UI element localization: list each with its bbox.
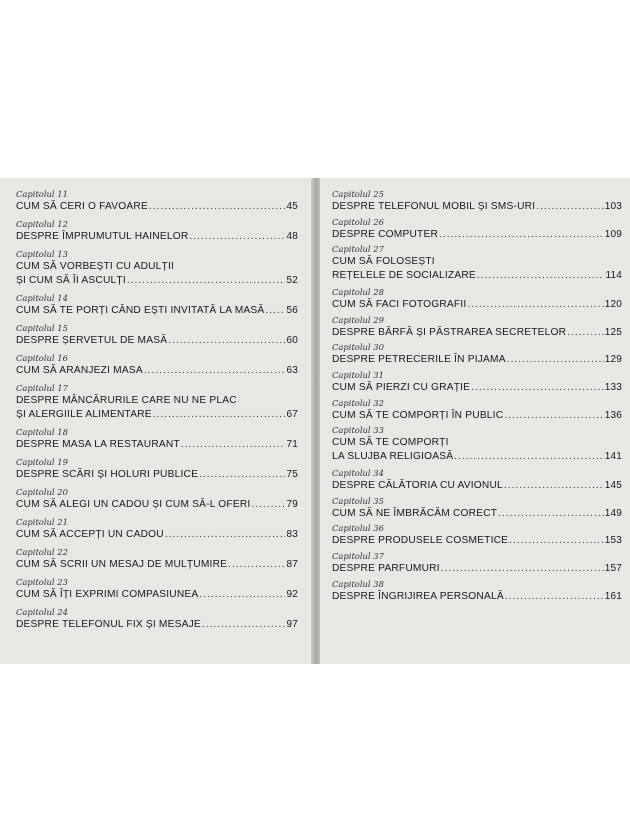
dot-leader bbox=[149, 200, 286, 214]
chapter-title: DESPRE COMPUTER bbox=[332, 228, 439, 240]
page-number: 45 bbox=[286, 201, 298, 212]
dot-leader bbox=[228, 558, 285, 572]
chapter-title: DESPRE SCĂRI ȘI HOLURI PUBLICE bbox=[16, 469, 199, 480]
toc-entry bbox=[332, 217, 622, 245]
chapter-title: DESPRE TELEFONUL FIX ȘI MESAJE bbox=[16, 619, 201, 630]
chapter-title: CUM SĂ ÎȚI EXPRIMI COMPASIUNEA bbox=[16, 589, 199, 600]
chapter-title-line: CUM SĂ TE COMPORȚI bbox=[332, 437, 449, 449]
toc-entry bbox=[332, 370, 622, 398]
chapter-title: CUM SĂ ACCEPȚI UN CADOU bbox=[16, 529, 164, 540]
toc-entry bbox=[16, 547, 298, 577]
dot-leader bbox=[181, 438, 286, 452]
toc-row bbox=[16, 618, 298, 632]
chapter-label: Capitolul 27 bbox=[332, 244, 384, 255]
page-number: 141 bbox=[604, 451, 622, 463]
toc-entry bbox=[332, 496, 622, 524]
page-number: 109 bbox=[604, 228, 622, 240]
toc-entry bbox=[16, 607, 298, 637]
toc-entry bbox=[332, 189, 622, 217]
toc-row bbox=[16, 230, 298, 244]
toc-entry bbox=[16, 457, 298, 487]
chapter-title: DESPRE TELEFONUL MOBIL ȘI SMS-URI bbox=[332, 201, 536, 212]
chapter-label: Capitolul 33 bbox=[332, 425, 384, 436]
dot-leader bbox=[509, 534, 604, 548]
toc-row bbox=[16, 274, 298, 288]
chapter-label: Capitolul 35 bbox=[332, 495, 384, 506]
toc-row bbox=[332, 562, 622, 576]
toc-entry bbox=[16, 383, 298, 427]
dot-leader bbox=[467, 298, 603, 312]
dot-leader bbox=[202, 618, 286, 632]
toc-row bbox=[332, 381, 622, 395]
dot-leader bbox=[505, 590, 604, 604]
page-number: 92 bbox=[286, 589, 298, 600]
toc-row bbox=[332, 228, 622, 242]
page-number: 161 bbox=[604, 590, 622, 602]
dot-leader bbox=[477, 269, 605, 283]
page-number: 133 bbox=[604, 381, 622, 393]
dot-leader bbox=[536, 200, 603, 214]
page-number: 157 bbox=[604, 562, 622, 574]
toc-row bbox=[332, 200, 622, 214]
page-number: 75 bbox=[286, 469, 298, 480]
chapter-label: Capitolul 36 bbox=[332, 523, 384, 534]
dot-leader bbox=[504, 479, 604, 493]
page-number: 136 bbox=[604, 409, 622, 421]
page-number: 114 bbox=[605, 270, 622, 282]
page-number: 56 bbox=[286, 305, 298, 316]
toc-row bbox=[16, 498, 298, 512]
page-number: 48 bbox=[286, 231, 298, 242]
toc-row bbox=[16, 408, 298, 422]
toc-row bbox=[332, 269, 622, 283]
page-number: 120 bbox=[604, 299, 622, 311]
page-number: 60 bbox=[286, 335, 298, 346]
dot-leader bbox=[265, 304, 285, 318]
chapter-label: Capitolul 24 bbox=[16, 607, 68, 617]
dot-leader bbox=[168, 334, 285, 348]
dot-leader bbox=[144, 364, 286, 378]
chapter-label: Capitolul 12 bbox=[16, 219, 68, 229]
dot-leader bbox=[507, 353, 604, 367]
toc-entry bbox=[332, 287, 622, 315]
chapter-label: Capitolul 20 bbox=[16, 487, 68, 497]
toc-row bbox=[16, 304, 298, 318]
dot-leader bbox=[189, 230, 285, 244]
page-number: 87 bbox=[286, 559, 298, 570]
dot-leader bbox=[439, 228, 604, 242]
chapter-title: DESPRE ÎMPRUMUTUL HAINELOR bbox=[16, 231, 189, 242]
toc-row bbox=[16, 334, 298, 348]
toc-entry bbox=[16, 487, 298, 517]
chapter-title: DESPRE PARFUMURI bbox=[332, 562, 440, 574]
toc-row bbox=[16, 528, 298, 542]
chapter-title: CUM SĂ ARANJEZI MASA bbox=[16, 365, 143, 376]
open-book bbox=[0, 178, 630, 664]
toc-row bbox=[332, 507, 622, 521]
chapter-title: DESPRE BÂRFĂ ȘI PĂSTRAREA SECRETELOR bbox=[332, 326, 567, 338]
chapter-label: Capitolul 21 bbox=[16, 517, 68, 527]
page-number: 79 bbox=[286, 499, 298, 510]
toc-row bbox=[332, 353, 622, 367]
chapter-label: Capitolul 29 bbox=[332, 314, 384, 325]
chapter-title: DESPRE CĂLĂTORIA CU AVIONUL bbox=[332, 480, 503, 492]
chapter-title: DESPRE ȘERVETUL DE MASĂ bbox=[16, 335, 168, 346]
chapter-title: DESPRE PRODUSELE COSMETICE bbox=[332, 535, 509, 547]
chapter-title-line: CUM SĂ FOLOSEȘTI bbox=[332, 256, 435, 268]
page-number: 125 bbox=[604, 326, 622, 338]
chapter-label: Capitolul 34 bbox=[332, 468, 384, 479]
dot-leader bbox=[471, 381, 604, 395]
chapter-title: CUM SĂ ALEGI UN CADOU ȘI CUM SĂ-L OFERI bbox=[16, 499, 251, 510]
chapter-title: LA SLUJBA RELIGIOASĂ bbox=[332, 451, 454, 463]
toc-entry bbox=[16, 577, 298, 607]
toc-row bbox=[16, 468, 298, 482]
chapter-label: Capitolul 18 bbox=[16, 427, 68, 437]
toc-entry bbox=[16, 189, 298, 219]
toc-row bbox=[332, 450, 622, 464]
dot-leader bbox=[165, 528, 286, 542]
toc-entry bbox=[16, 353, 298, 383]
chapter-label: Capitolul 31 bbox=[332, 369, 384, 380]
chapter-label: Capitolul 23 bbox=[16, 577, 68, 587]
chapter-label: Capitolul 25 bbox=[332, 189, 384, 199]
page-number: 71 bbox=[286, 439, 298, 450]
chapter-title: ȘI ALERGIILE ALIMENTARE bbox=[16, 409, 152, 420]
toc-row bbox=[16, 200, 298, 214]
page-number: 149 bbox=[604, 507, 622, 519]
dot-leader bbox=[199, 468, 285, 482]
chapter-label: Capitolul 38 bbox=[332, 578, 384, 589]
chapter-title: CUM SĂ TE PORȚI CÂND EȘTI INVITATĂ LA MASĂ bbox=[16, 305, 265, 316]
chapter-title: CUM SĂ PIERZI CU GRAȚIE bbox=[332, 381, 471, 393]
dot-leader bbox=[127, 274, 286, 288]
chapter-title: CUM SĂ FACI FOTOGRAFII bbox=[332, 299, 467, 311]
chapter-label: Capitolul 13 bbox=[16, 249, 68, 259]
dot-leader bbox=[153, 408, 286, 422]
toc-entry bbox=[332, 244, 622, 287]
chapter-label: Capitolul 11 bbox=[16, 189, 68, 199]
chapter-title: DESPRE MASA LA RESTAURANT bbox=[16, 439, 180, 450]
page-number: 145 bbox=[604, 480, 622, 492]
chapter-label: Capitolul 26 bbox=[332, 216, 384, 227]
toc-entry bbox=[16, 249, 298, 293]
chapter-label: Capitolul 30 bbox=[332, 342, 384, 353]
page-number: 52 bbox=[286, 275, 298, 286]
page-number: 67 bbox=[286, 409, 298, 420]
right-page-contents bbox=[320, 178, 630, 664]
toc-entry bbox=[16, 323, 298, 353]
toc-row bbox=[332, 534, 622, 548]
toc-row bbox=[16, 588, 298, 602]
toc-row bbox=[16, 438, 298, 452]
toc-entry bbox=[332, 398, 622, 426]
dot-leader bbox=[199, 588, 285, 602]
chapter-title-line: CUM SĂ VORBEȘTI CU ADULȚII bbox=[16, 261, 175, 272]
dot-leader bbox=[567, 326, 603, 340]
toc-row bbox=[332, 298, 622, 312]
left-page-contents bbox=[0, 178, 312, 664]
page-number: 153 bbox=[604, 535, 622, 547]
chapter-label: Capitolul 14 bbox=[16, 293, 68, 303]
toc-entry bbox=[332, 579, 622, 607]
chapter-label: Capitolul 37 bbox=[332, 550, 384, 561]
chapter-label: Capitolul 17 bbox=[16, 383, 68, 393]
toc-entry bbox=[332, 315, 622, 343]
dot-leader bbox=[504, 409, 603, 423]
dot-leader bbox=[454, 450, 603, 464]
dot-leader bbox=[441, 562, 604, 576]
toc-entry bbox=[332, 523, 622, 551]
toc-row bbox=[16, 364, 298, 378]
toc-row bbox=[16, 558, 298, 572]
chapter-title: REȚELELE DE SOCIALIZARE bbox=[332, 270, 476, 282]
page-number: 63 bbox=[286, 365, 298, 376]
toc-entry bbox=[16, 293, 298, 323]
toc-entry bbox=[332, 468, 622, 496]
toc-entry bbox=[16, 219, 298, 249]
chapter-title: CUM SĂ NE ÎMBRĂCĂM CORECT bbox=[332, 507, 498, 519]
dot-leader bbox=[498, 507, 604, 521]
toc-row bbox=[332, 479, 622, 493]
chapter-label: Capitolul 28 bbox=[332, 287, 384, 298]
page-number: 97 bbox=[286, 619, 298, 630]
chapter-label: Capitolul 32 bbox=[332, 397, 384, 408]
toc-row bbox=[332, 409, 622, 423]
chapter-label: Capitolul 22 bbox=[16, 547, 68, 557]
page-number: 103 bbox=[604, 201, 622, 212]
page-number: 129 bbox=[604, 354, 622, 366]
toc-entry bbox=[332, 425, 622, 468]
chapter-title: ȘI CUM SĂ ÎI ASCULȚI bbox=[16, 275, 126, 286]
chapter-title: CUM SĂ SCRII UN MESAJ DE MULȚUMIRE bbox=[16, 559, 228, 570]
chapter-label: Capitolul 15 bbox=[16, 323, 68, 333]
page-number: 83 bbox=[286, 529, 298, 540]
chapter-title: DESPRE PETRECERILE ÎN PIJAMA bbox=[332, 354, 506, 366]
toc-row bbox=[332, 590, 622, 604]
chapter-title-line: DESPRE MÂNCĂRURILE CARE NU NE PLAC bbox=[16, 395, 237, 406]
toc-entry bbox=[16, 427, 298, 457]
chapter-title: CUM SĂ CERI O FAVOARE bbox=[16, 201, 148, 212]
dot-leader bbox=[251, 498, 285, 512]
chapter-title: CUM SĂ TE COMPORȚI ÎN PUBLIC bbox=[332, 409, 504, 421]
chapter-title: DESPRE ÎNGRIJIREA PERSONALĂ bbox=[332, 590, 504, 602]
chapter-label: Capitolul 19 bbox=[16, 457, 68, 467]
chapter-label: Capitolul 16 bbox=[16, 353, 68, 363]
toc-row bbox=[332, 326, 622, 340]
toc-entry bbox=[16, 517, 298, 547]
toc-entry bbox=[332, 551, 622, 579]
toc-entry bbox=[332, 342, 622, 370]
